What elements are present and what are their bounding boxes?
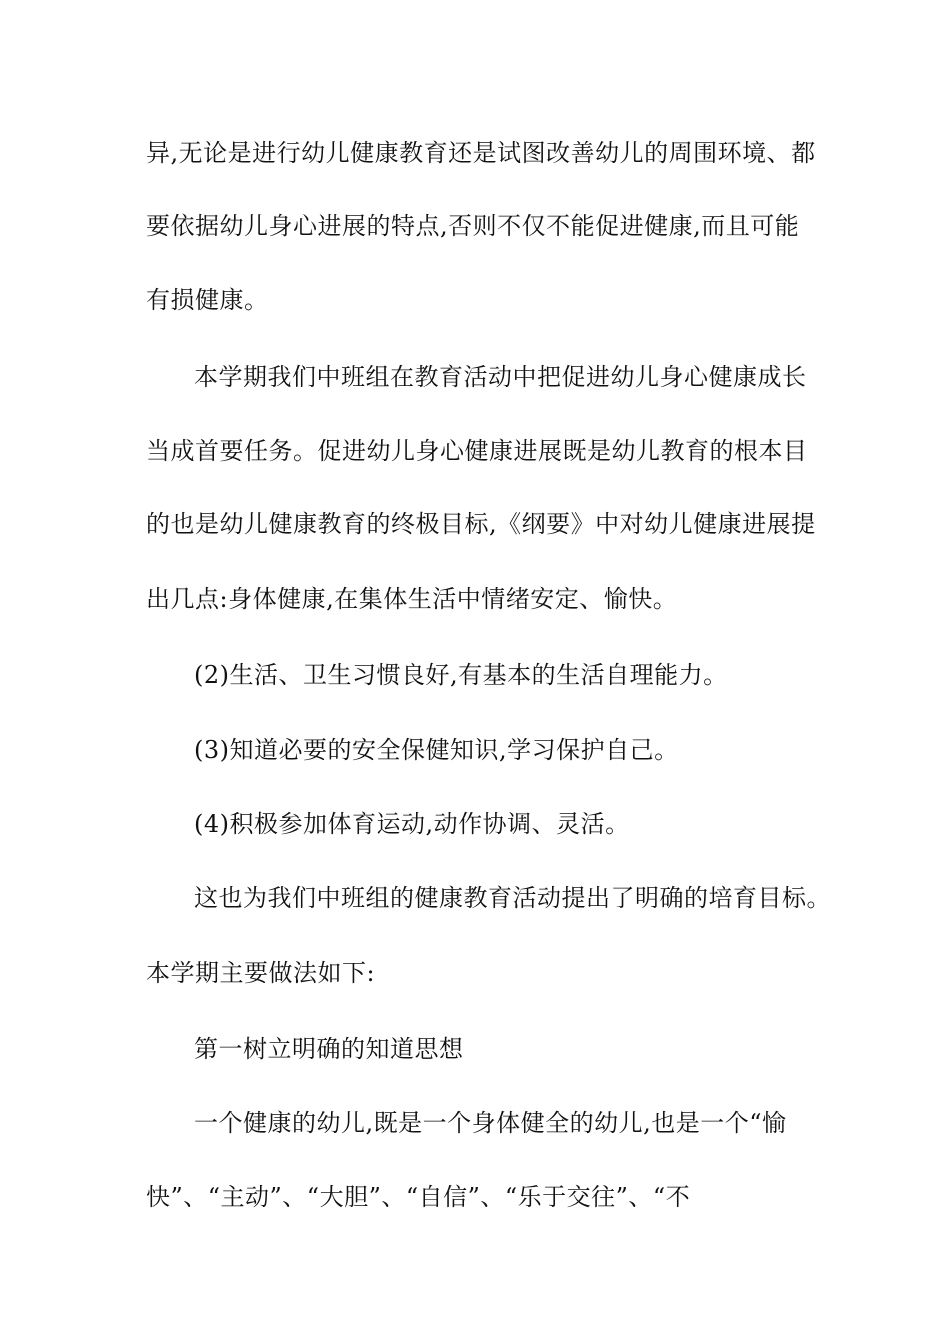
text-line: 当成首要任务。促进幼儿身心健康进展既是幼儿教育的根本目 (146, 437, 808, 465)
text-line: (3)知道必要的安全保健知识,学习保护自己。 (194, 736, 679, 764)
text-line: 的也是幼儿健康教育的终极目标,《纲要》中对幼儿健康进展提 (146, 510, 816, 538)
text-line: 本学期我们中班组在教育活动中把促进幼儿身心健康成长 (194, 363, 807, 391)
text-line: 快”、“主动”、“大胆”、“自信”、“乐于交往”、“不 (146, 1183, 691, 1211)
text-line: (2)生活、卫生习惯良好,有基本的生活自理能力。 (194, 661, 728, 689)
text-line: 要依据幼儿身心进展的特点,否则不仅不能促进健康,而且可能 (146, 212, 800, 240)
text-line: 异,无论是进行幼儿健康教育还是试图改善幼儿的周围环境、都 (146, 139, 816, 167)
text-line: 这也为我们中班组的健康教育活动提出了明确的培育目标。 (194, 884, 831, 912)
text-line: 一个健康的幼儿,既是一个身体健全的幼儿,也是一个“愉 (194, 1109, 787, 1137)
text-line: 出几点:身体健康,在集体生活中情绪安定、愉快。 (146, 585, 678, 613)
text-line: (4)积极参加体育运动,动作协调、灵活。 (194, 810, 630, 838)
text-line: 有损健康。 (146, 286, 269, 314)
text-line: 本学期主要做法如下: (146, 959, 376, 987)
text-line: 第一树立明确的知道思想 (194, 1035, 464, 1063)
